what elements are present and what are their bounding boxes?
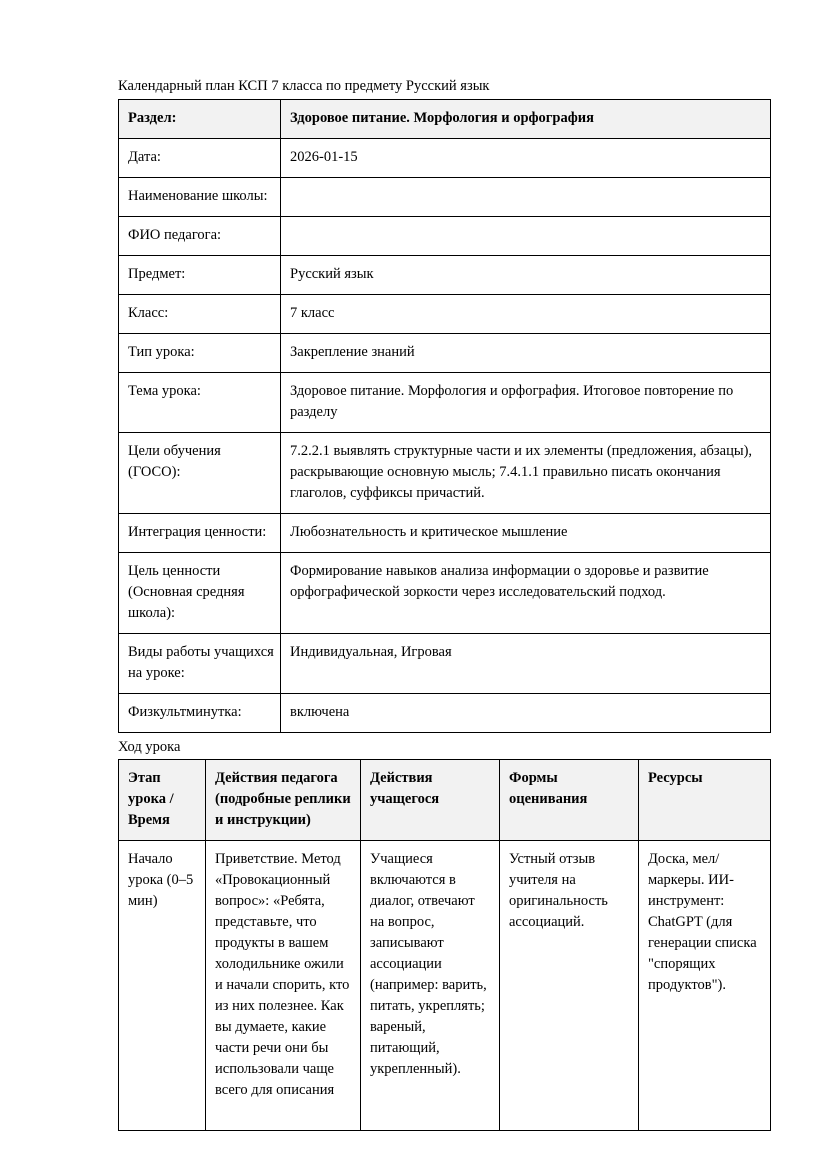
- cell-student-actions: Учащиеся включаются в диалог, отвечают на вопрос, записывают ассоциации (например: варить, питать, укреплять; вареный, питающий, укрепленный).: [361, 841, 500, 1131]
- info-value-section: Здоровое питание. Морфология и орфография: [281, 100, 771, 139]
- column-header-assessment-forms: Формы оценивания: [500, 760, 639, 841]
- table-row: [119, 553, 771, 634]
- table-row: [119, 178, 771, 217]
- info-value-work-types: Индивидуальная, Игровая: [281, 634, 771, 694]
- info-label-physical-break: Физкультминутка:: [119, 694, 281, 733]
- table-row-section-header: [119, 100, 771, 139]
- table-header-row: [119, 760, 771, 841]
- table-row: [119, 295, 771, 334]
- cell-teacher-actions: Приветствие. Метод «Провокационный вопрос»: «Ребята, представьте, что продукты в вашем холодильнике ожили и начали спорить, кто из них полезнее. Как вы думаете, какие части речи они бы использовали чаще всего для описания: [206, 841, 361, 1131]
- info-value-date: 2026-01-15: [281, 139, 771, 178]
- table-row: [119, 433, 771, 514]
- table-row: [119, 256, 771, 295]
- info-value-teacher-name: [281, 217, 771, 256]
- cell-assessment-forms: Устный отзыв учителя на оригинальность ассоциаций.: [500, 841, 639, 1131]
- table-row: [119, 694, 771, 733]
- table-row: [119, 514, 771, 553]
- info-label-date: Дата:: [119, 139, 281, 178]
- lesson-flow-table: [118, 759, 771, 1131]
- info-label-value-goal: Цель ценности (Основная средняя школа):: [119, 553, 281, 634]
- info-value-value-goal: Формирование навыков анализа информации о здоровье и развитие орфографической зоркости через исследовательский подход.: [281, 553, 771, 634]
- table-row: [119, 373, 771, 433]
- lesson-flow-heading: Ход урока: [118, 739, 181, 755]
- info-value-learning-objectives: 7.2.2.1 выявлять структурные части и их элементы (предложения, абзацы), раскрывающие основную мысль; 7.4.1.1 правильно писать окончания глаголов, суффиксы причастий.: [281, 433, 771, 514]
- info-label-value-integration: Интеграция ценности:: [119, 514, 281, 553]
- info-value-grade: 7 класс: [281, 295, 771, 334]
- info-label-teacher-name: ФИО педагога:: [119, 217, 281, 256]
- table-row: [119, 217, 771, 256]
- page-title: Календарный план КСП 7 класса по предмету Русский язык: [118, 78, 490, 94]
- table-row: [119, 634, 771, 694]
- column-header-resources: Ресурсы: [639, 760, 771, 841]
- info-label-lesson-topic: Тема урока:: [119, 373, 281, 433]
- info-value-value-integration: Любознательность и критическое мышление: [281, 514, 771, 553]
- column-header-student-actions: Действия учащегося: [361, 760, 500, 841]
- info-label-school-name: Наименование школы:: [119, 178, 281, 217]
- info-label-learning-objectives: Цели обучения (ГОСО):: [119, 433, 281, 514]
- column-header-teacher-actions: Действия педагога (подробные реплики и инструкции): [206, 760, 361, 841]
- info-value-physical-break: включена: [281, 694, 771, 733]
- info-label-section: Раздел:: [119, 100, 281, 139]
- info-label-work-types: Виды работы учащихся на уроке:: [119, 634, 281, 694]
- table-row: [119, 139, 771, 178]
- cell-resources: Доска, мел/маркеры. ИИ-инструмент: ChatGPT (для генерации списка "спорящих продуктов").: [639, 841, 771, 1131]
- table-row: [119, 334, 771, 373]
- table-row: [119, 841, 771, 1131]
- info-value-lesson-topic: Здоровое питание. Морфология и орфография. Итоговое повторение по разделу: [281, 373, 771, 433]
- column-header-stage: Этап урока / Время: [119, 760, 206, 841]
- info-label-subject: Предмет:: [119, 256, 281, 295]
- info-label-grade: Класс:: [119, 295, 281, 334]
- cell-stage: Начало урока (0–5 мин): [119, 841, 206, 1131]
- info-value-subject: Русский язык: [281, 256, 771, 295]
- info-value-lesson-type: Закрепление знаний: [281, 334, 771, 373]
- info-label-lesson-type: Тип урока:: [119, 334, 281, 373]
- info-value-school-name: [281, 178, 771, 217]
- lesson-info-table: [118, 99, 771, 733]
